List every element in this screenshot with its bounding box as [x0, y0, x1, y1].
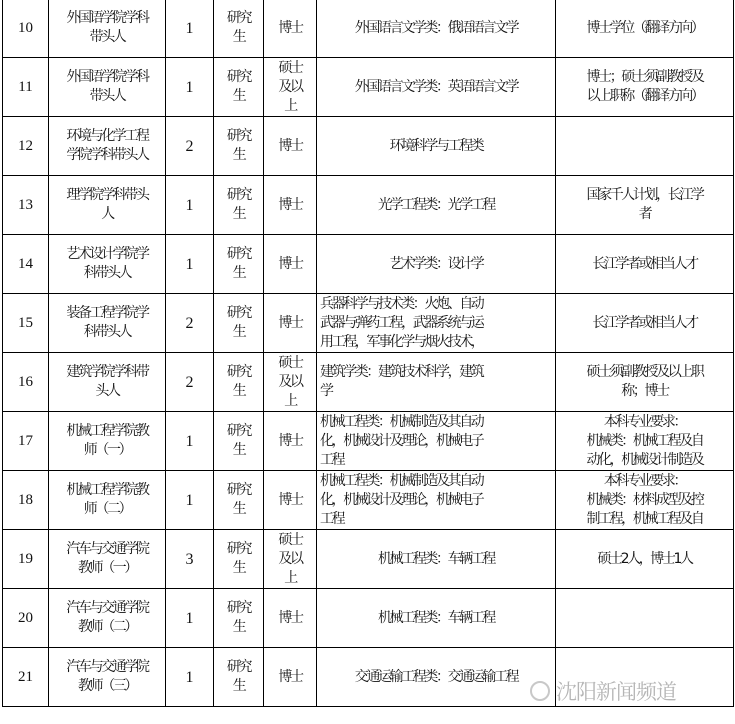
cell-degree — [264, 235, 317, 294]
cell-major — [317, 0, 556, 58]
unit-name-text: 建筑学院学科带 头人 — [66, 364, 148, 399]
headcount-text: 1 — [185, 78, 194, 96]
cell-major — [317, 412, 556, 471]
cell-other-requirements — [556, 353, 734, 412]
degree-text: 博士 — [278, 609, 302, 626]
cell-headcount — [166, 589, 214, 648]
recruitment-table — [2, 0, 734, 707]
degree-text: 博士 — [278, 19, 302, 36]
cell-unit-name — [49, 294, 166, 353]
other-requirements-text: 博士学位（翻译方向） — [586, 19, 703, 36]
row-number-text: 20 — [18, 609, 33, 626]
cell-headcount — [166, 117, 214, 176]
cell-other-requirements — [556, 176, 734, 235]
cell-major — [317, 58, 556, 117]
cell-education — [214, 412, 264, 471]
cell-other-requirements — [556, 58, 734, 117]
table-row — [3, 117, 734, 176]
unit-name-text: 装备工程学院学 科带头人 — [66, 305, 148, 340]
major-text: 机械工程类：机械制造及其自动 化，机械设计及理论，机械电子 工程 — [320, 413, 483, 468]
cell-degree — [264, 58, 317, 117]
cell-headcount — [166, 0, 214, 58]
cell-degree — [264, 0, 317, 58]
cell-degree — [264, 353, 317, 412]
unit-name-text: 外国语学院学科 带头人 — [66, 10, 148, 45]
cell-other-requirements — [556, 0, 734, 58]
other-requirements-text: 国家千人计划，长江学 者 — [586, 187, 703, 222]
cell-row-number — [3, 471, 49, 530]
degree-text: 博士 — [278, 137, 302, 154]
headcount-text: 1 — [185, 19, 194, 37]
cell-major — [317, 294, 556, 353]
cell-education — [214, 235, 264, 294]
row-number-text: 14 — [18, 255, 33, 272]
cell-headcount — [166, 412, 214, 471]
cell-unit-name — [49, 117, 166, 176]
cell-row-number — [3, 0, 49, 58]
cell-unit-name — [49, 471, 166, 530]
education-text: 研究 生 — [226, 482, 251, 517]
degree-text: 博士 — [278, 314, 302, 331]
education-text: 研究 生 — [226, 659, 251, 694]
table-row — [3, 412, 734, 471]
education-text: 研究 生 — [226, 246, 251, 281]
cell-headcount — [166, 471, 214, 530]
row-number-text: 18 — [18, 491, 33, 508]
headcount-text: 2 — [185, 137, 194, 155]
cell-major — [317, 117, 556, 176]
cell-headcount — [166, 176, 214, 235]
cell-other-requirements — [556, 471, 734, 530]
degree-text: 博士 — [278, 432, 302, 449]
cell-education — [214, 58, 264, 117]
education-text: 研究 生 — [226, 305, 251, 340]
cell-major — [317, 530, 556, 589]
education-text: 研究 生 — [226, 423, 251, 458]
cell-unit-name — [49, 353, 166, 412]
table-row — [3, 471, 734, 530]
cell-row-number — [3, 58, 49, 117]
cell-unit-name — [49, 412, 166, 471]
cell-education — [214, 648, 264, 707]
other-requirements-text: 硕士2人，博士1人 — [597, 550, 692, 567]
major-text: 艺术学类：设计学 — [389, 255, 483, 272]
degree-text: 博士 — [278, 255, 302, 272]
cell-row-number — [3, 176, 49, 235]
cell-row-number — [3, 530, 49, 589]
row-number-text: 16 — [18, 373, 33, 390]
cell-major — [317, 353, 556, 412]
cell-degree — [264, 176, 317, 235]
unit-name-text: 机械工程学院教 师（二） — [66, 482, 148, 517]
cell-row-number — [3, 294, 49, 353]
cell-other-requirements — [556, 589, 734, 648]
cell-unit-name — [49, 176, 166, 235]
cell-degree — [264, 294, 317, 353]
cell-other-requirements — [556, 235, 734, 294]
unit-name-text: 理学院学科带头 人 — [66, 187, 148, 222]
cell-degree — [264, 530, 317, 589]
cell-unit-name — [49, 235, 166, 294]
headcount-text: 1 — [185, 196, 194, 214]
watermark — [530, 676, 676, 706]
cell-unit-name — [49, 0, 166, 58]
cell-degree — [264, 471, 317, 530]
cell-headcount — [166, 353, 214, 412]
cell-education — [214, 471, 264, 530]
other-requirements-text: 硕士须副教授及以上职 称；博士 — [586, 364, 703, 399]
education-text: 研究 生 — [226, 600, 251, 635]
cell-other-requirements — [556, 294, 734, 353]
headcount-text: 1 — [185, 668, 194, 686]
cell-other-requirements — [556, 412, 734, 471]
degree-text: 博士 — [278, 196, 302, 213]
table-row — [3, 530, 734, 589]
cell-major — [317, 589, 556, 648]
table-row — [3, 235, 734, 294]
row-number-text: 13 — [18, 196, 33, 213]
cell-education — [214, 0, 264, 58]
headcount-text: 3 — [185, 550, 194, 568]
major-text: 建筑学类：建筑技术科学，建筑 学 — [320, 364, 483, 399]
headcount-text: 2 — [185, 373, 194, 391]
other-requirements-text: 长江学者或相当人才 — [592, 314, 697, 331]
headcount-text: 1 — [185, 432, 194, 450]
major-text: 外国语言文学类：俄语语言文学 — [354, 19, 518, 36]
cell-education — [214, 294, 264, 353]
major-text: 机械工程类：车辆工程 — [378, 550, 494, 567]
cell-unit-name — [49, 530, 166, 589]
cell-other-requirements — [556, 530, 734, 589]
cell-major — [317, 648, 556, 707]
education-text: 研究 生 — [226, 10, 251, 45]
cell-row-number — [3, 648, 49, 707]
watermark-text: 沈阳新闻频道 — [556, 680, 676, 704]
cell-row-number — [3, 412, 49, 471]
unit-name-text: 艺术设计学院学 科带头人 — [66, 246, 148, 281]
table-row — [3, 176, 734, 235]
cell-education — [214, 117, 264, 176]
education-text: 研究 生 — [226, 69, 251, 104]
unit-name-text: 环境与化学工程 学院学科带头人 — [66, 128, 148, 163]
cell-row-number — [3, 589, 49, 648]
table-row — [3, 0, 734, 58]
major-text: 兵器科学与技术类：火炮、自动 武器与弹药工程，武器系统与运 用工程，军事化学与烟火技术， — [320, 295, 483, 350]
cell-education — [214, 353, 264, 412]
headcount-text: 1 — [185, 609, 194, 627]
major-text: 光学工程类：光学工程 — [378, 196, 494, 213]
row-number-text: 11 — [18, 78, 33, 95]
headcount-text: 1 — [185, 255, 194, 273]
cell-headcount — [166, 58, 214, 117]
other-requirements-text: 本科专业要求： 机械类：机械工程及自 动化，机械设计制造及 — [586, 413, 703, 468]
major-text: 外国语言文学类：英语语言文学 — [354, 78, 518, 95]
cell-degree — [264, 648, 317, 707]
row-number-text: 12 — [18, 137, 33, 154]
cell-unit-name — [49, 58, 166, 117]
degree-text: 硕士 及以 上 — [278, 59, 302, 114]
table-row — [3, 58, 734, 117]
cell-row-number — [3, 235, 49, 294]
table-row — [3, 294, 734, 353]
education-text: 研究 生 — [226, 364, 251, 399]
cell-major — [317, 176, 556, 235]
major-text: 环境科学与工程类 — [389, 137, 483, 154]
cell-education — [214, 589, 264, 648]
other-requirements-text: 本科专业要求： 机械类：材料成型及控 制工程，机械工程及自 — [586, 472, 703, 527]
row-number-text: 19 — [18, 550, 33, 567]
unit-name-text: 汽车与交通学院 教师（一） — [66, 541, 148, 576]
cell-degree — [264, 412, 317, 471]
row-number-text: 15 — [18, 314, 33, 331]
cell-unit-name — [49, 589, 166, 648]
row-number-text: 21 — [18, 668, 33, 685]
row-number-text: 17 — [18, 432, 33, 449]
cell-unit-name — [49, 648, 166, 707]
major-text: 机械工程类：机械制造及其自动 化，机械设计及理论，机械电子 工程 — [320, 472, 483, 527]
education-text: 研究 生 — [226, 541, 251, 576]
other-requirements-text: 博士；硕士须副教授及 以上职称（翻译方向） — [586, 69, 703, 104]
cell-education — [214, 176, 264, 235]
other-requirements-text: 长江学者或相当人才 — [592, 255, 697, 272]
cell-row-number — [3, 117, 49, 176]
cell-headcount — [166, 648, 214, 707]
cell-headcount — [166, 530, 214, 589]
cell-degree — [264, 589, 317, 648]
degree-text: 博士 — [278, 491, 302, 508]
unit-name-text: 汽车与交通学院 教师（二） — [66, 600, 148, 635]
degree-text: 硕士 及以 上 — [278, 354, 302, 409]
table-row — [3, 353, 734, 412]
major-text: 交通运输工程类：交通运输工程 — [354, 668, 518, 685]
headcount-text: 1 — [185, 491, 194, 509]
cell-major — [317, 471, 556, 530]
table-row — [3, 589, 734, 648]
wechat-logo-icon — [530, 681, 550, 701]
education-text: 研究 生 — [226, 187, 251, 222]
cell-education — [214, 530, 264, 589]
unit-name-text: 汽车与交通学院 教师（三） — [66, 659, 148, 694]
cell-headcount — [166, 235, 214, 294]
cell-major — [317, 235, 556, 294]
unit-name-text: 机械工程学院教 师（一） — [66, 423, 148, 458]
cell-other-requirements — [556, 117, 734, 176]
row-number-text: 10 — [18, 19, 33, 36]
education-text: 研究 生 — [226, 128, 251, 163]
headcount-text: 2 — [185, 314, 194, 332]
unit-name-text: 外国语学院学科 带头人 — [66, 69, 148, 104]
degree-text: 博士 — [278, 668, 302, 685]
cell-row-number — [3, 353, 49, 412]
major-text: 机械工程类：车辆工程 — [378, 609, 494, 626]
degree-text: 硕士 及以 上 — [278, 531, 302, 586]
cell-degree — [264, 117, 317, 176]
cell-headcount — [166, 294, 214, 353]
